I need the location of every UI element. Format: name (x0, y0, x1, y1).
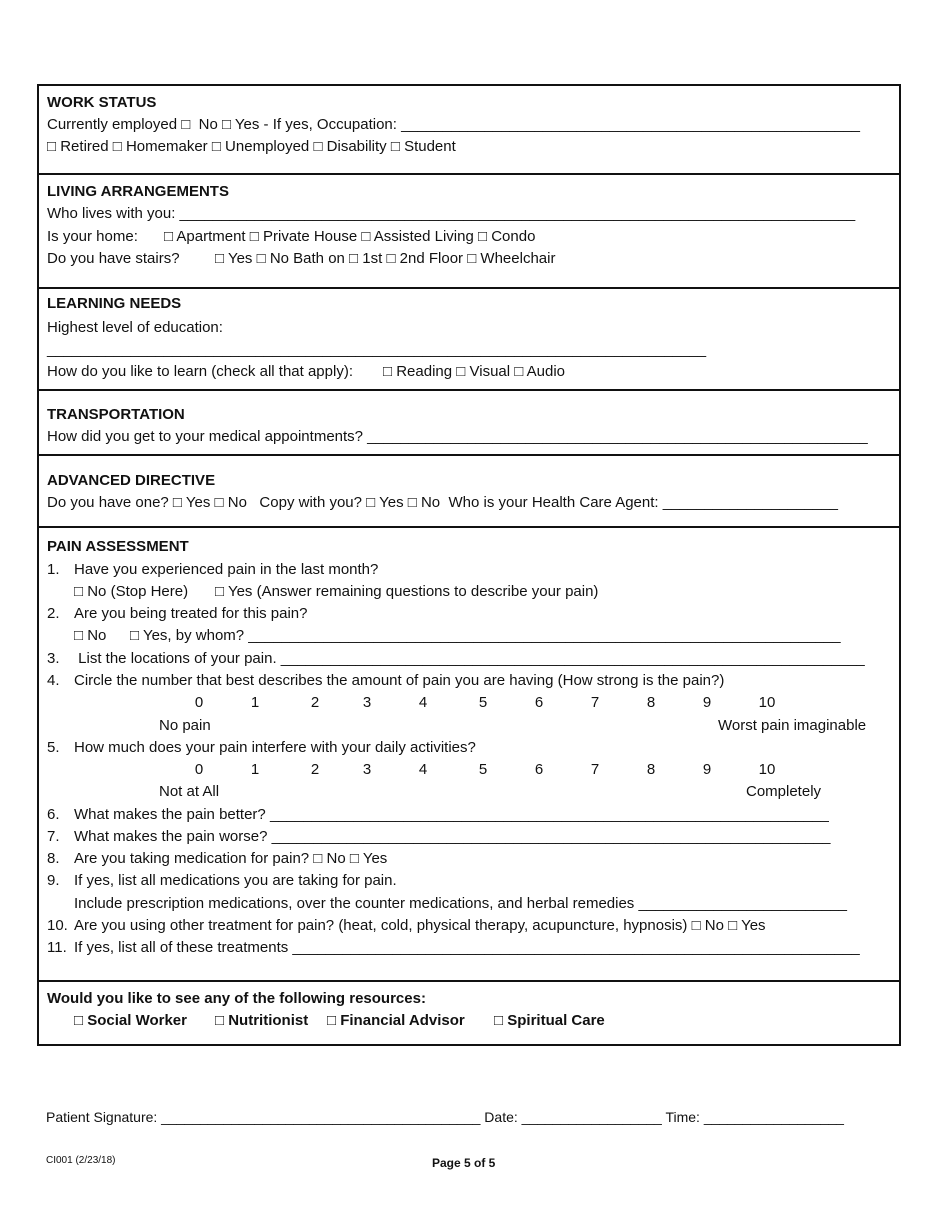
question-number: 6. (47, 806, 60, 823)
home-type-options[interactable]: □ Apartment □ Private House □ Assisted Living □ Condo (164, 228, 536, 245)
question-number: 7. (47, 828, 60, 845)
resources-title: Would you like to see any of the following resources: (47, 990, 426, 1007)
section-title: TRANSPORTATION (47, 406, 185, 423)
q2-option-yes[interactable]: □ Yes, by whom? _______________________________________________________________________ (130, 627, 841, 644)
lives-with-field[interactable]: Who lives with you: _________________________________________________________________________________ (47, 205, 856, 222)
question-6[interactable]: What makes the pain better? ___________________________________________________________________ (74, 806, 829, 823)
section-title: PAIN ASSESSMENT (47, 538, 189, 555)
scale-5[interactable]: 5 (478, 694, 488, 711)
question-number: 9. (47, 872, 60, 889)
page-number: Page 5 of 5 (432, 1156, 496, 1170)
section-title: ADVANCED DIRECTIVE (47, 472, 216, 489)
scale-9[interactable]: 9 (702, 761, 712, 778)
q2-option-no[interactable]: □ No (74, 627, 107, 644)
scale-10[interactable]: 10 (758, 761, 776, 778)
question-10[interactable]: Are you using other treatment for pain? (heat, cold, physical therapy, acupuncture, hypnosis) □ No □ Yes (74, 917, 766, 934)
scale-4[interactable]: 4 (418, 694, 428, 711)
learning-style-label: How do you like to learn (check all that apply): (47, 363, 353, 380)
scale-0[interactable]: 0 (194, 694, 204, 711)
scale-8[interactable]: 8 (646, 761, 656, 778)
work-status-section (39, 86, 899, 175)
scale-5[interactable]: 5 (478, 761, 488, 778)
question-number: 2. (47, 605, 60, 622)
question-7[interactable]: What makes the pain worse? ___________________________________________________________________ (74, 828, 831, 845)
living-arrangements-section (39, 175, 899, 289)
question-number: 11. (47, 939, 67, 956)
scale-10[interactable]: 10 (758, 694, 776, 711)
question-number: 10. (47, 917, 68, 934)
scale-low-label: Not at All (159, 783, 220, 800)
question-number: 8. (47, 850, 60, 867)
scale-1[interactable]: 1 (250, 761, 260, 778)
resource-financial-advisor[interactable]: □ Financial Advisor (327, 1012, 465, 1029)
scale-3[interactable]: 3 (362, 761, 372, 778)
transportation-section (39, 391, 899, 456)
advanced-directive-section (39, 456, 899, 528)
transport-field[interactable]: How did you get to your medical appointments? ____________________________________________________________ (47, 428, 868, 445)
section-title: LEARNING NEEDS (47, 295, 182, 312)
scale-3[interactable]: 3 (362, 694, 372, 711)
stairs-options[interactable]: □ Yes □ No Bath on □ 1st □ 2nd Floor □ Wheelchair (215, 250, 556, 267)
scale-6[interactable]: 6 (534, 694, 544, 711)
q1-option-no[interactable]: □ No (Stop Here) (74, 583, 189, 600)
question-11[interactable]: If yes, list all of these treatments ____________________________________________________________________ (74, 939, 860, 956)
scale-low-label: No pain (159, 717, 211, 734)
resource-spiritual-care[interactable]: □ Spiritual Care (494, 1012, 605, 1029)
question-9: If yes, list all medications you are taking for pain. (74, 872, 397, 889)
signature-line[interactable]: Patient Signature: _________________________________________ Date: __________________ Time: __________________ (46, 1109, 844, 1125)
scale-7[interactable]: 7 (590, 761, 600, 778)
learning-needs-section (39, 289, 899, 391)
question-number: 4. (47, 672, 60, 689)
question-5: How much does your pain interfere with your daily activities? (74, 739, 476, 756)
question-8[interactable]: Are you taking medication for pain? □ No □ Yes (74, 850, 388, 867)
pain-assessment-section (39, 528, 899, 982)
scale-high-label: Worst pain imaginable (718, 717, 867, 734)
scale-7[interactable]: 7 (590, 694, 600, 711)
resources-section (39, 982, 899, 1044)
education-label: Highest level of education: (47, 319, 223, 336)
work-status-options[interactable]: □ Retired □ Homemaker □ Unemployed □ Disability □ Student (47, 138, 456, 155)
scale-2[interactable]: 2 (310, 761, 320, 778)
question-1: Have you experienced pain in the last month? (74, 561, 379, 578)
question-number: 5. (47, 739, 60, 756)
education-field[interactable]: _______________________________________________________________________________ (47, 341, 707, 358)
resource-nutritionist[interactable]: □ Nutritionist (215, 1012, 309, 1029)
home-type-label: Is your home: (47, 228, 138, 245)
stairs-label: Do you have stairs? (47, 250, 180, 267)
scale-0[interactable]: 0 (194, 761, 204, 778)
employment-line[interactable]: Currently employed □ No □ Yes - If yes, Occupation: _______________________________________________________ (47, 116, 860, 133)
scale-2[interactable]: 2 (310, 694, 320, 711)
scale-8[interactable]: 8 (646, 694, 656, 711)
scale-1[interactable]: 1 (250, 694, 260, 711)
q1-option-yes[interactable]: □ Yes (Answer remaining questions to describe your pain) (215, 583, 599, 600)
scale-4[interactable]: 4 (418, 761, 428, 778)
intake-form (37, 84, 901, 1046)
resource-social-worker[interactable]: □ Social Worker (74, 1012, 187, 1029)
question-3[interactable]: List the locations of your pain. ______________________________________________________________________ (74, 650, 865, 667)
section-title: WORK STATUS (47, 94, 157, 111)
question-2: Are you being treated for this pain? (74, 605, 308, 622)
question-number: 3. (47, 650, 60, 667)
question-4: Circle the number that best describes the amount of pain you are having (How strong is the pain?) (74, 672, 725, 689)
question-9-detail[interactable]: Include prescription medications, over the counter medications, and herbal remedies _________________________ (74, 895, 848, 912)
section-title: LIVING ARRANGEMENTS (47, 183, 229, 200)
question-number: 1. (47, 561, 60, 578)
scale-high-label: Completely (746, 783, 822, 800)
scale-9[interactable]: 9 (702, 694, 712, 711)
learning-style-options[interactable]: □ Reading □ Visual □ Audio (383, 363, 566, 380)
scale-6[interactable]: 6 (534, 761, 544, 778)
directive-line[interactable]: Do you have one? □ Yes □ No Copy with you? □ Yes □ No Who is your Health Care Agent: _____________________ (47, 494, 838, 511)
form-code: CI001 (2/23/18) (46, 1155, 116, 1166)
